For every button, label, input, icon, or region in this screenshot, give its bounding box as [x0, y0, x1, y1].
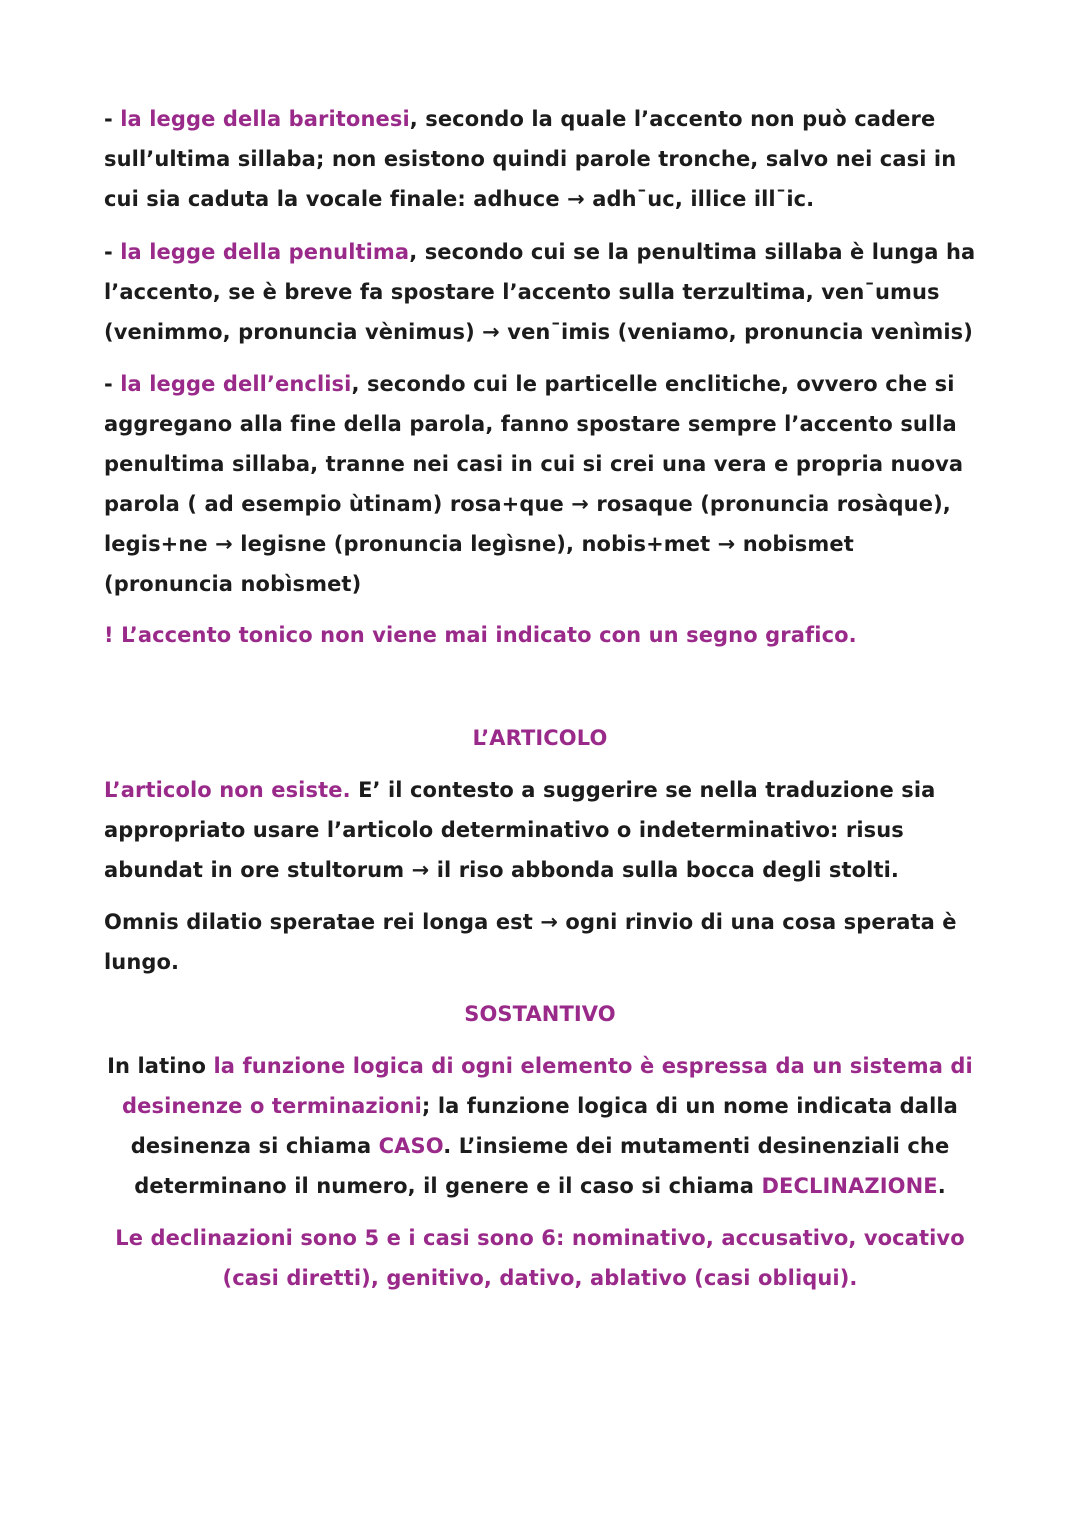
rule-dash: - — [104, 240, 121, 264]
rule-dash: - — [104, 107, 121, 131]
articolo-paragraph — [104, 770, 984, 890]
rule-text: , secondo cui se la penultima sillaba è lunga ha l’accento, se è breve fa spostare l’accento sulla terzultima, ven¯umus (venimmo, pronuncia vènimus) → ven¯imis (veniamo, pronuncia venìmis) — [104, 240, 976, 344]
articolo-text: E’ il contesto a suggerire se nella traduzione sia appropriato usare l’articolo determinativo o indeterminativo: risus abundat in ore stultorum → il riso abbonda sulla bocca degli stolti. — [104, 778, 936, 882]
rule-text: , secondo la quale l’accento non può cadere sull’ultima sillaba; non esistono quindi parole tronche, salvo nei casi in cui sia caduta la vocale finale: adhuce → adh¯uc, illice ill¯ic. — [104, 107, 957, 211]
sostantivo-text-d: . — [937, 1174, 946, 1198]
articolo-example: Omnis dilatio speratae rei longa est → ogni rinvio di una cosa sperata è lungo. — [104, 910, 957, 974]
rule-dash: - — [104, 372, 121, 396]
section-heading-sostantivo: SOSTANTIVO — [464, 1002, 616, 1026]
sostantivo-text-c: . L’insieme dei mutamenti desinenziali che determinano il numero, il genere e il caso si chiama — [134, 1134, 950, 1198]
articolo-highlight: L’articolo non esiste. — [104, 778, 351, 802]
rule-term: la legge dell’enclisi — [120, 372, 352, 396]
declinazioni-summary: Le declinazioni sono 5 e i casi sono 6: nominativo, accusativo, vocativo (casi diretti), genitivo, dativo, ablativo (casi obliqui). — [115, 1226, 965, 1290]
rule-text: , secondo cui le particelle enclitiche, ovvero che si aggregano alla fine della parola, fanno spostare sempre l’accento sulla penultima sillaba, tranne nei casi in cui si crei una vera e propria nuova parola ( ad esempio ùtinam) rosa+que → rosaque (pronuncia rosàque), legis+ne → legisne (pronuncia legìsne), nobis+met → nobismet (pronuncia nobìsmet) — [104, 372, 964, 596]
term-caso: CASO — [378, 1134, 444, 1158]
term-declinazione: DECLINAZIONE — [761, 1174, 938, 1198]
rule-enclisi — [104, 364, 984, 604]
rule-term: la legge della penultima — [120, 240, 410, 264]
sostantivo-highlight: la funzione logica di ogni elemento è espressa da un sistema di desinenze o terminazioni — [122, 1054, 973, 1118]
section-heading-articolo: L’ARTICOLO — [472, 726, 608, 750]
rule-term: la legge della baritonesi — [120, 107, 410, 131]
accent-note: ! L’accento tonico non viene mai indicato con un segno grafico. — [104, 623, 857, 647]
rule-penultima — [104, 232, 984, 352]
sostantivo-paragraph — [100, 1046, 980, 1206]
sostantivo-text-a: In latino — [107, 1054, 214, 1078]
sostantivo-text-b: ; la funzione logica di un nome indicata dalla desinenza si chiama — [130, 1094, 958, 1158]
rule-baritonesi — [104, 99, 984, 219]
